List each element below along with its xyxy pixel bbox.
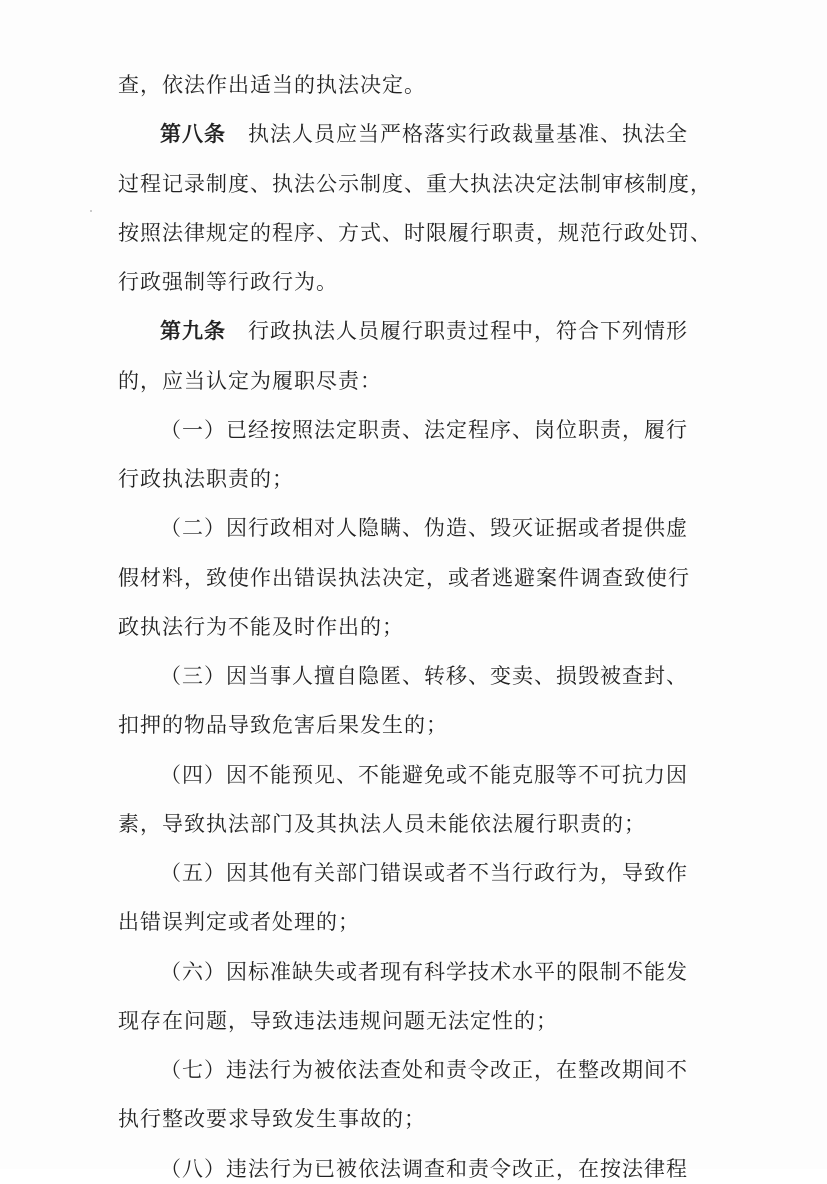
line-text: 扣押的物品导致危害后果发生的； <box>118 713 448 737</box>
list-item-2 <box>160 513 688 543</box>
list-item-7 <box>160 1055 688 1085</box>
line-text: 行政执法职责的； <box>118 467 294 491</box>
line-text: 行政执法人员履行职责过程中，符合下列情形 <box>226 319 688 343</box>
text-line <box>118 809 646 839</box>
line-text: 按照法律规定的程序、方式、时限履行职责，规范行政处罚、 <box>118 221 712 245</box>
line-text: （二）因行政相对人隐瞒、伪造、毁灭证据或者提供虚 <box>160 516 688 540</box>
text-line <box>118 563 690 593</box>
scan-speck <box>90 210 92 212</box>
text-line <box>118 70 426 100</box>
line-text: 过程记录制度、执法公示制度、重大执法决定法制审核制度， <box>118 172 712 196</box>
text-line <box>118 1006 558 1036</box>
list-item-1 <box>160 415 688 445</box>
text-line <box>118 169 712 199</box>
text-line <box>118 907 360 937</box>
line-text: 行政强制等行政行为。 <box>118 270 338 294</box>
article-9-heading-line <box>160 316 688 346</box>
text-line <box>118 710 448 740</box>
text-line <box>118 1104 426 1134</box>
list-item-5 <box>160 858 688 888</box>
line-text: 素，导致执法部门及其执法人员未能依法履行职责的； <box>118 812 646 836</box>
text-line <box>118 218 712 248</box>
line-text: （六）因标准缺失或者现有科学技术水平的限制不能发 <box>160 960 688 984</box>
line-text: （五）因其他有关部门错误或者不当行政行为，导致作 <box>160 861 688 885</box>
line-text: （八）违法行为已被依法调查和责令改正，在按法律程 <box>160 1157 688 1181</box>
article-8-heading-line <box>160 119 688 149</box>
text-line <box>118 464 294 494</box>
line-text: 现存在问题，导致违法违规问题无法定性的； <box>118 1009 558 1033</box>
line-text: 执行整改要求导致发生事故的； <box>118 1107 426 1131</box>
line-text: （三）因当事人擅自隐匿、转移、变卖、损毁被查封、 <box>160 664 688 688</box>
line-text: 政执法行为不能及时作出的； <box>118 615 404 639</box>
line-text: 假材料，致使作出错误执法决定，或者逃避案件调查致使行 <box>118 566 690 590</box>
text-line <box>118 612 404 642</box>
line-text: （四）因不能预见、不能避免或不能克服等不可抗力因 <box>160 763 688 787</box>
line-text: 出错误判定或者处理的； <box>118 910 360 934</box>
article-number: 第九条 <box>160 319 226 343</box>
list-item-6 <box>160 957 688 987</box>
list-item-3 <box>160 661 688 691</box>
line-text: 执法人员应当严格落实行政裁量基准、执法全 <box>226 122 688 146</box>
article-number: 第八条 <box>160 122 226 146</box>
list-item-8 <box>160 1154 688 1184</box>
text-line <box>118 267 338 297</box>
line-text: 查，依法作出适当的执法决定。 <box>118 73 426 97</box>
list-item-4 <box>160 760 688 790</box>
line-text: （七）违法行为被依法查处和责令改正，在整改期间不 <box>160 1058 688 1082</box>
line-text: 的，应当认定为履职尽责： <box>118 369 382 393</box>
line-text: （一）已经按照法定职责、法定程序、岗位职责，履行 <box>160 418 688 442</box>
text-line <box>118 366 382 396</box>
